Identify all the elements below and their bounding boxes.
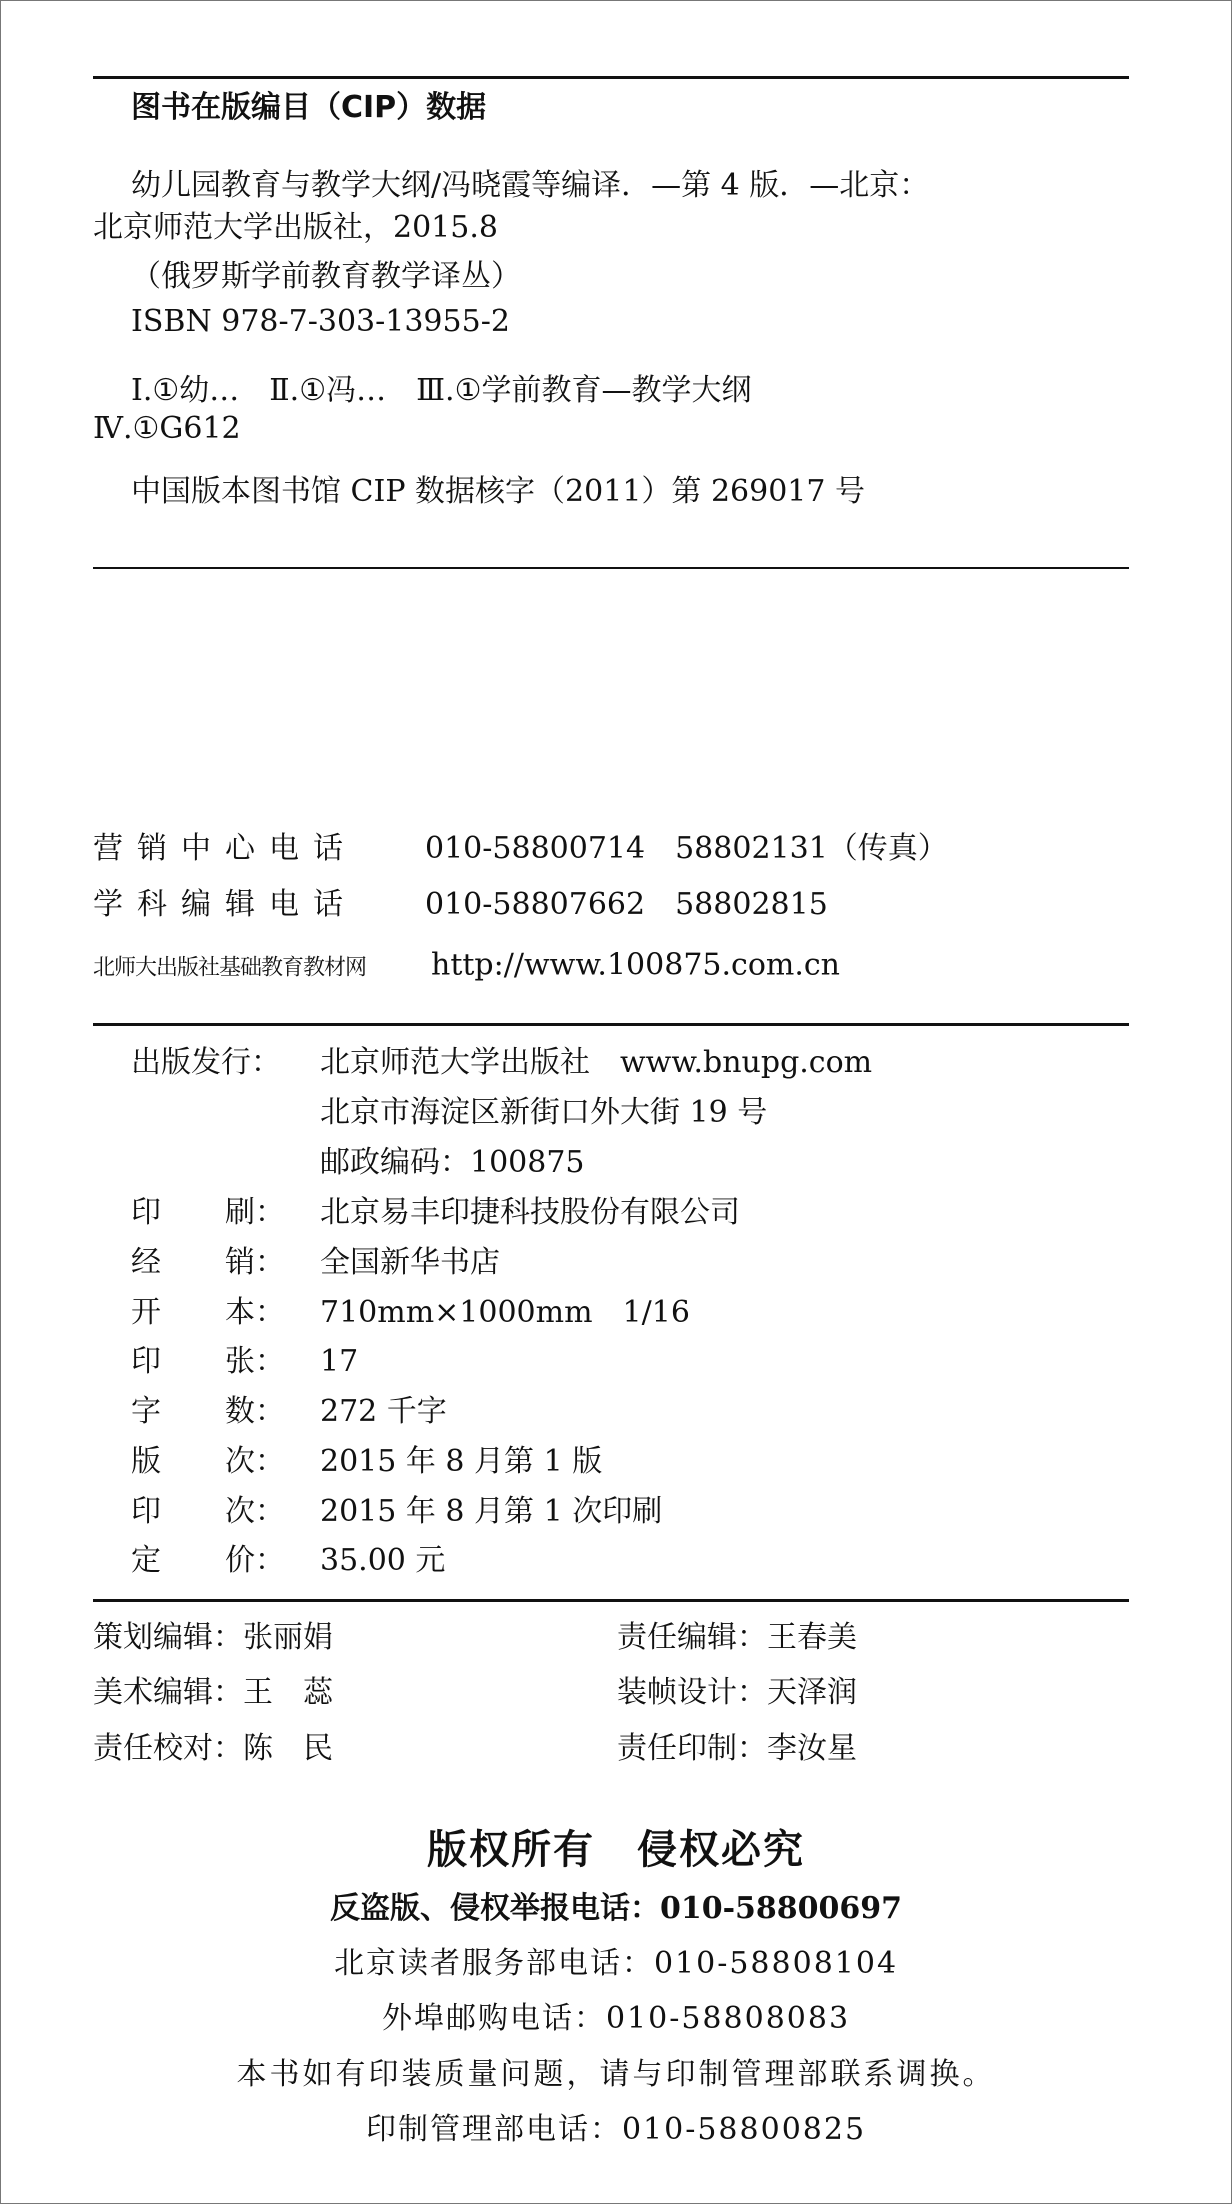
print-management-phone: 印制管理部电话：010-58800825 <box>365 2112 867 2147</box>
row-key: 字 <box>131 1394 161 1429</box>
row-value: 全国新华书店 <box>320 1245 500 1280</box>
contact-value: 010-58800714 58802131（传真） <box>425 831 948 866</box>
cip-subjects-line1: Ⅰ.①幼… Ⅱ.①冯… Ⅲ.①学前教育—教学大纲 <box>131 373 752 408</box>
publication-bottom-rule <box>93 1599 1129 1602</box>
publisher-row <box>131 1045 872 1081</box>
row-key: 印 <box>131 1494 161 1529</box>
staff-left-row <box>93 1731 333 1767</box>
cip-line2: 北京师范大学出版社，2015.8 <box>93 210 498 245</box>
staff-left-row <box>93 1675 333 1711</box>
staff-left-row <box>93 1620 333 1656</box>
cip-line1: 幼儿园教育与教学大纲/冯晓霞等编译．—第 4 版．—北京： <box>131 168 930 203</box>
mail-order-phone: 外埠邮购电话：010-58808083 <box>381 2001 851 2036</box>
piracy-hotline: 反盗版、侵权举报电话：010-58800697 <box>329 1891 903 1926</box>
staff-label: 美术编辑： <box>93 1675 243 1710</box>
pub-row-wordcount <box>131 1394 447 1430</box>
row-value: 710mm×1000mm 1/16 <box>320 1295 690 1330</box>
contact-label: 北师大出版社基础教育教材网 <box>93 955 367 981</box>
row-value: 17 <box>320 1344 359 1379</box>
reader-service-phone: 北京读者服务部电话：010-58808104 <box>333 1946 899 1981</box>
website-link[interactable]: http://www.100875.com.cn <box>431 947 840 983</box>
row-key: 版 <box>131 1444 161 1479</box>
row-value: 2015 年 8 月第 1 版 <box>320 1444 603 1479</box>
top-rule <box>93 76 1129 79</box>
publisher-label: 出版发行： <box>131 1045 281 1080</box>
row-key: 本： <box>225 1295 285 1330</box>
rights-title: 版权所有 侵权必究 <box>427 1827 805 1873</box>
row-key: 价： <box>225 1543 285 1578</box>
staff-name: 天泽润 <box>767 1675 857 1710</box>
staff-right-row <box>617 1620 857 1656</box>
staff-label: 责任校对： <box>93 1731 243 1766</box>
staff-name: 张丽娟 <box>243 1620 333 1655</box>
quality-notice: 本书如有印装质量问题，请与印制管理部联系调换。 <box>236 2057 996 2092</box>
cip-subjects-line2: Ⅳ.①G612 <box>93 411 241 446</box>
row-value: 35.00 元 <box>320 1543 446 1578</box>
contact-row <box>93 887 828 923</box>
staff-name: 陈 民 <box>243 1731 333 1766</box>
cip-heading: 图书在版编目（CIP）数据 <box>131 90 487 125</box>
pub-row-sheets <box>131 1344 358 1380</box>
staff-label: 装帧设计： <box>617 1675 767 1710</box>
row-key: 次： <box>225 1494 285 1529</box>
pub-row-price <box>131 1543 445 1579</box>
cip-number: 中国版本图书馆 CIP 数据核字（2011）第 269017 号 <box>131 474 866 509</box>
row-value: 272 千字 <box>320 1394 447 1429</box>
cip-series: （俄罗斯学前教育教学译丛） <box>131 259 521 294</box>
contacts-bottom-rule <box>93 1023 1129 1026</box>
pub-row-distributor <box>131 1245 500 1281</box>
row-key: 印 <box>131 1344 161 1379</box>
pub-row-format <box>131 1295 690 1331</box>
pub-row-printer <box>131 1195 740 1231</box>
row-key: 次： <box>225 1444 285 1479</box>
staff-name: 王 蕊 <box>243 1675 333 1710</box>
staff-label: 策划编辑： <box>93 1620 243 1655</box>
pub-row-edition <box>131 1444 602 1480</box>
publisher-postcode: 邮政编码：100875 <box>320 1145 585 1180</box>
row-key: 刷： <box>225 1195 285 1230</box>
publisher-address: 北京市海淀区新街口外大街 19 号 <box>320 1095 768 1130</box>
staff-label: 责任印制： <box>617 1731 767 1766</box>
pub-row-printing <box>131 1494 662 1530</box>
contact-label: 营销中心电话 <box>93 831 357 866</box>
staff-label: 责任编辑： <box>617 1620 767 1655</box>
row-key: 开 <box>131 1295 161 1330</box>
staff-right-row <box>617 1731 857 1767</box>
contact-value: 010-58807662 58802815 <box>425 887 828 922</box>
row-key: 张： <box>225 1344 285 1379</box>
row-key: 印 <box>131 1195 161 1230</box>
row-key: 经 <box>131 1245 161 1280</box>
contact-row <box>93 831 948 867</box>
cip-isbn: ISBN 978-7-303-13955-2 <box>131 304 510 339</box>
contact-row <box>93 948 840 987</box>
row-key: 销： <box>225 1245 285 1280</box>
cip-bottom-rule <box>93 567 1129 569</box>
staff-name: 李汝星 <box>767 1731 857 1766</box>
row-key: 定 <box>131 1543 161 1578</box>
row-value: 北京易丰印捷科技股份有限公司 <box>320 1195 740 1230</box>
staff-name: 王春美 <box>767 1620 857 1655</box>
contact-label: 学科编辑电话 <box>93 887 357 922</box>
staff-right-row <box>617 1675 857 1711</box>
row-value: 2015 年 8 月第 1 次印刷 <box>320 1494 663 1529</box>
row-key: 数： <box>225 1394 285 1429</box>
publisher-value: 北京师范大学出版社 www.bnupg.com <box>320 1045 873 1080</box>
